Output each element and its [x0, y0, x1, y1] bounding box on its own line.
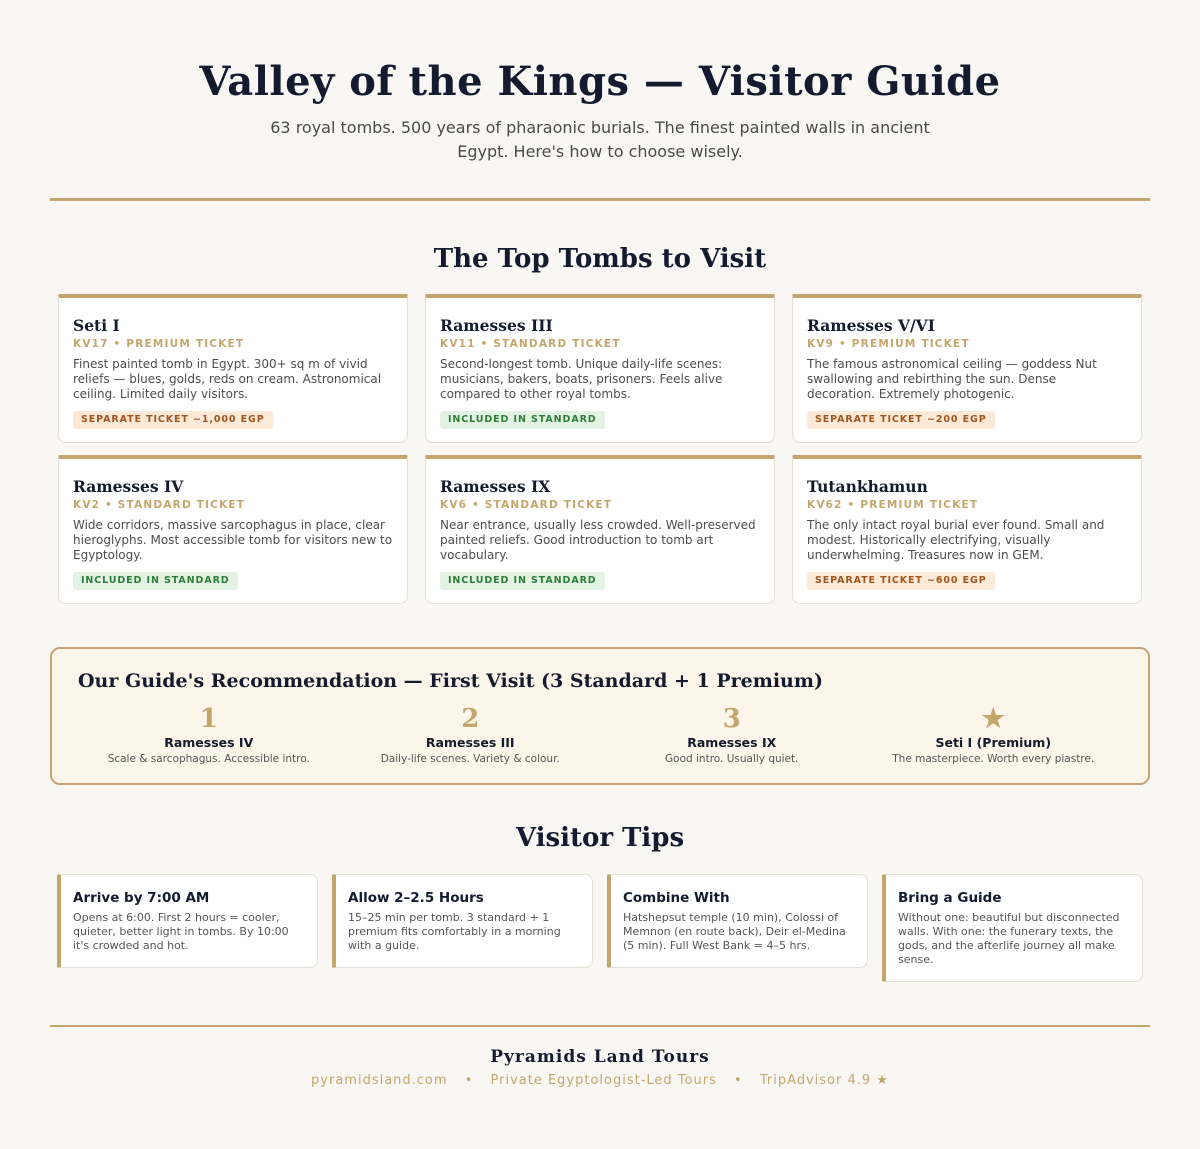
- tomb-meta: KV2 • STANDARD TICKET: [73, 499, 246, 511]
- tomb-description: The famous astronomical ceiling — goddess Nut swallowing and rebirthing the sun. Dense decoration. Extremely photogenic.: [807, 357, 1097, 401]
- footer-rating: TripAdvisor 4.9 ★: [759, 1073, 889, 1088]
- tip-title: Bring a Guide: [898, 890, 1002, 906]
- ticket-badge: INCLUDED IN STANDARD: [440, 411, 605, 429]
- tomb-meta: KV62 • PREMIUM TICKET: [807, 499, 979, 511]
- tomb-card: [425, 455, 775, 604]
- tomb-description: Near entrance, usually less crowded. Well-preserved painted reliefs. Good introduction to tomb art vocabulary.: [440, 518, 756, 562]
- tip-text: Opens at 6:00. First 2 hours = cooler, quieter, better light in tombs. By 10:00 it's crowded and hot.: [73, 911, 289, 952]
- tip-card: [882, 874, 1143, 982]
- tomb-name: Ramesses IV: [73, 477, 184, 496]
- recommendation-step: [863, 703, 1125, 766]
- footer-info: [50, 1073, 1150, 1088]
- tomb-description: Finest painted tomb in Egypt. 300+ sq m of vivid reliefs — blues, golds, reds on cream. Astronomical ceiling. Limited daily visitors.: [73, 357, 382, 401]
- tomb-meta: KV9 • PREMIUM TICKET: [807, 338, 970, 350]
- tip-text: Without one: beautiful but disconnected walls. With one: the funerary texts, the gods, and the afterlife journey all make sense.: [898, 911, 1120, 966]
- tomb-description: Wide corridors, massive sarcophagus in place, clear hieroglyphs. Most accessible tomb for visitors new to Egyptology.: [73, 518, 393, 562]
- star-icon: ★: [981, 704, 1005, 734]
- tomb-card: [425, 294, 775, 443]
- tip-text: 15–25 min per tomb. 3 standard + 1 premium fits comfortably in a morning with a guide.: [348, 911, 561, 952]
- step-number: 1: [199, 704, 218, 734]
- tips-section-title: Visitor Tips: [515, 823, 685, 853]
- tomb-card: [58, 294, 408, 443]
- recommendation-box: [50, 647, 1150, 785]
- ticket-badge: SEPARATE TICKET ~1,000 EGP: [73, 411, 273, 429]
- tip-text: Hatshepsut temple (10 min), Colossi of Memnon (en route back), Deir el-Medina (5 min). Full West Bank = 4–5 hrs.: [623, 911, 846, 952]
- recommendation-step: [601, 703, 863, 766]
- tomb-card: [792, 294, 1142, 443]
- step-tomb-name: Ramesses IV: [164, 735, 254, 750]
- tomb-card: [58, 455, 408, 604]
- page-title: Valley of the Kings — Visitor Guide: [199, 58, 1001, 105]
- tomb-description: The only intact royal burial ever found. Small and modest. Historically electrifying, visually underwhelming. Treasures now in GEM.: [807, 518, 1105, 562]
- step-note: Scale & sarcophagus. Accessible intro.: [107, 753, 310, 765]
- page-header: [50, 58, 1150, 164]
- ticket-badge: INCLUDED IN STANDARD: [73, 572, 238, 590]
- tomb-meta: KV6 • STANDARD TICKET: [440, 499, 613, 511]
- recommendation-steps: [78, 703, 1124, 766]
- recommendation-title: Our Guide's Recommendation — First Visit (3 Standard + 1 Premium): [78, 670, 823, 692]
- step-tomb-name: Ramesses IX: [687, 735, 777, 750]
- tombs-section-title: The Top Tombs to Visit: [433, 244, 767, 274]
- tomb-name: Ramesses V/VI: [807, 316, 935, 335]
- ticket-badge: INCLUDED IN STANDARD: [440, 572, 605, 590]
- tomb-name: Ramesses IX: [440, 477, 551, 496]
- tomb-meta: KV17 • PREMIUM TICKET: [73, 338, 245, 350]
- tip-title: Combine With: [623, 890, 730, 906]
- footer-separator: •: [464, 1073, 474, 1088]
- tomb-card: [792, 455, 1142, 604]
- tomb-name: Tutankhamun: [807, 477, 928, 496]
- tomb-description: Second-longest tomb. Unique daily-life scenes: musicians, bakers, boats, prisoners. Feels alive compared to other royal tombs.: [440, 357, 723, 401]
- step-note: The masterpiece. Worth every piastre.: [892, 753, 1095, 765]
- step-number: 3: [722, 704, 741, 734]
- tip-card: [607, 874, 868, 968]
- footer-website-link[interactable]: pyramidsland.com: [311, 1073, 448, 1088]
- tips-grid: [57, 874, 1143, 982]
- page-subtitle: 63 royal tombs. 500 years of pharaonic burials. The finest painted walls in ancient Egypt. Here's how to choose wisely.: [270, 118, 930, 161]
- tip-card: [332, 874, 593, 968]
- tomb-grid: [58, 294, 1142, 604]
- tomb-name: Seti I: [73, 316, 120, 335]
- recommendation-step: [340, 703, 602, 766]
- step-tomb-name: Ramesses III: [425, 735, 515, 750]
- header-divider: [50, 198, 1150, 201]
- step-note: Daily-life scenes. Variety & colour.: [380, 753, 560, 765]
- step-note: Good intro. Usually quiet.: [665, 753, 799, 765]
- footer-separator: •: [734, 1073, 743, 1088]
- tomb-name: Ramesses III: [440, 316, 553, 335]
- footer-divider: [50, 1025, 1150, 1027]
- tip-title: Arrive by 7:00 AM: [73, 890, 210, 906]
- step-tomb-name: Seti I (Premium): [935, 735, 1052, 750]
- ticket-badge: SEPARATE TICKET ~200 EGP: [807, 411, 995, 429]
- step-number: 2: [461, 704, 480, 734]
- recommendation-step: [78, 703, 340, 766]
- tip-card: [57, 874, 318, 968]
- tip-title: Allow 2–2.5 Hours: [348, 890, 484, 906]
- ticket-badge: SEPARATE TICKET ~600 EGP: [807, 572, 995, 590]
- tomb-meta: KV11 • STANDARD TICKET: [440, 338, 621, 350]
- footer-brand: Pyramids Land Tours: [490, 1047, 710, 1067]
- footer-tagline: Private Egyptologist-Led Tours: [490, 1073, 717, 1088]
